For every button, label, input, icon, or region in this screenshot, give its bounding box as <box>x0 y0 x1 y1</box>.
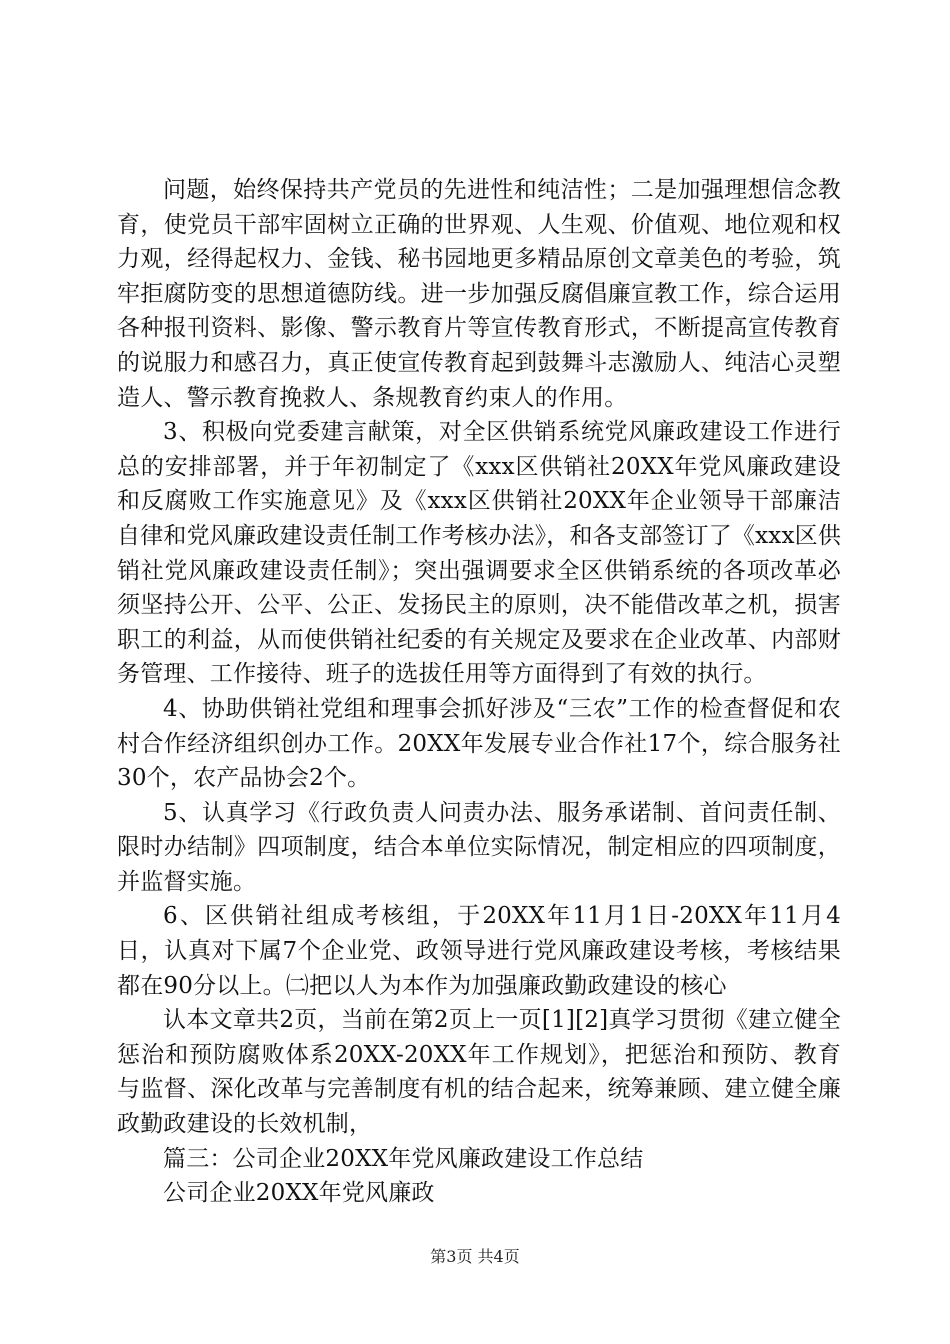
document-body <box>117 173 841 1211</box>
page-number-footer: 第3页 共4页 <box>430 1247 520 1266</box>
paragraph-5: 6、区供销社组成考核组，于20XX年11月1日-20XX年11月4日，认真对下属7个企业党、政领导进行党风廉政建设考核，考核结果都在90分以上。㈡把以人为本作为加强廉政勤政建设的核心 <box>117 903 841 999</box>
paragraph-8: 公司企业20XX年党风廉政 <box>163 1180 435 1207</box>
paragraph-1: 问题，始终保持共产党员的先进性和纯洁性；二是加强理想信念教育，使党员干部牢固树立正确的世界观、人生观、价值观、地位观和权力观，经得起权力、金钱、秘书园地更多精品原创文章美色的考验，筑牢拒腐防变的思想道德防线。进一步加强反腐倡廉宣教工作，综合运用各种报刊资料、影像、警示教育片等宣传教育形式，不断提高宣传教育的说服力和感召力，真正使宣传教育起到鼓舞斗志激励人、纯洁心灵塑造人、警示教育挽救人、条规教育约束人的作用。 <box>117 177 841 411</box>
paragraph-7-heading: 篇三：公司企业20XX年党风廉政建设工作总结 <box>163 1145 644 1172</box>
paragraph-2: 3、积极向党委建言献策，对全区供销系统党风廉政建设工作进行总的安排部署，并于年初制定了《xxx区供销社20XX年党风廉政建设和反腐败工作实施意见》及《xxx区供销社20XX年企业领导干部廉洁自律和党风廉政建设责任制工作考核办法》，和各支部签订了《xxx区供销社党风廉政建设责任制》；突出强调要求全区供销系统的各项改革必须坚持公开、公平、公正、发扬民主的原则，决不能借改革之机，损害职工的利益，从而使供销社纪委的有关规定及要求在企业改革、内部财务管理、工作接待、班子的选拔任用等方面得到了有效的执行。 <box>117 419 842 688</box>
paragraph-4: 5、认真学习《行政负责人问责办法、服务承诺制、首问责任制、限时办结制》四项制度，结合本单位实际情况，制定相应的四项制度，并监督实施。 <box>117 799 841 895</box>
paragraph-6: 认本文章共2页，当前在第2页上一页[1][2]真学习贯彻《建立健全惩治和预防腐败体系20XX-20XX年工作规划》，把惩治和预防、教育与监督、深化改革与完善制度有机的结合起来，统筹兼顾、建立健全廉政勤政建设的长效机制， <box>117 1007 841 1138</box>
paragraph-3: 4、协助供销社党组和理事会抓好涉及“三农”工作的检查督促和农村合作经济组织创办工作。20XX年发展专业合作社17个，综合服务社30个，农产品协会2个。 <box>117 695 841 792</box>
